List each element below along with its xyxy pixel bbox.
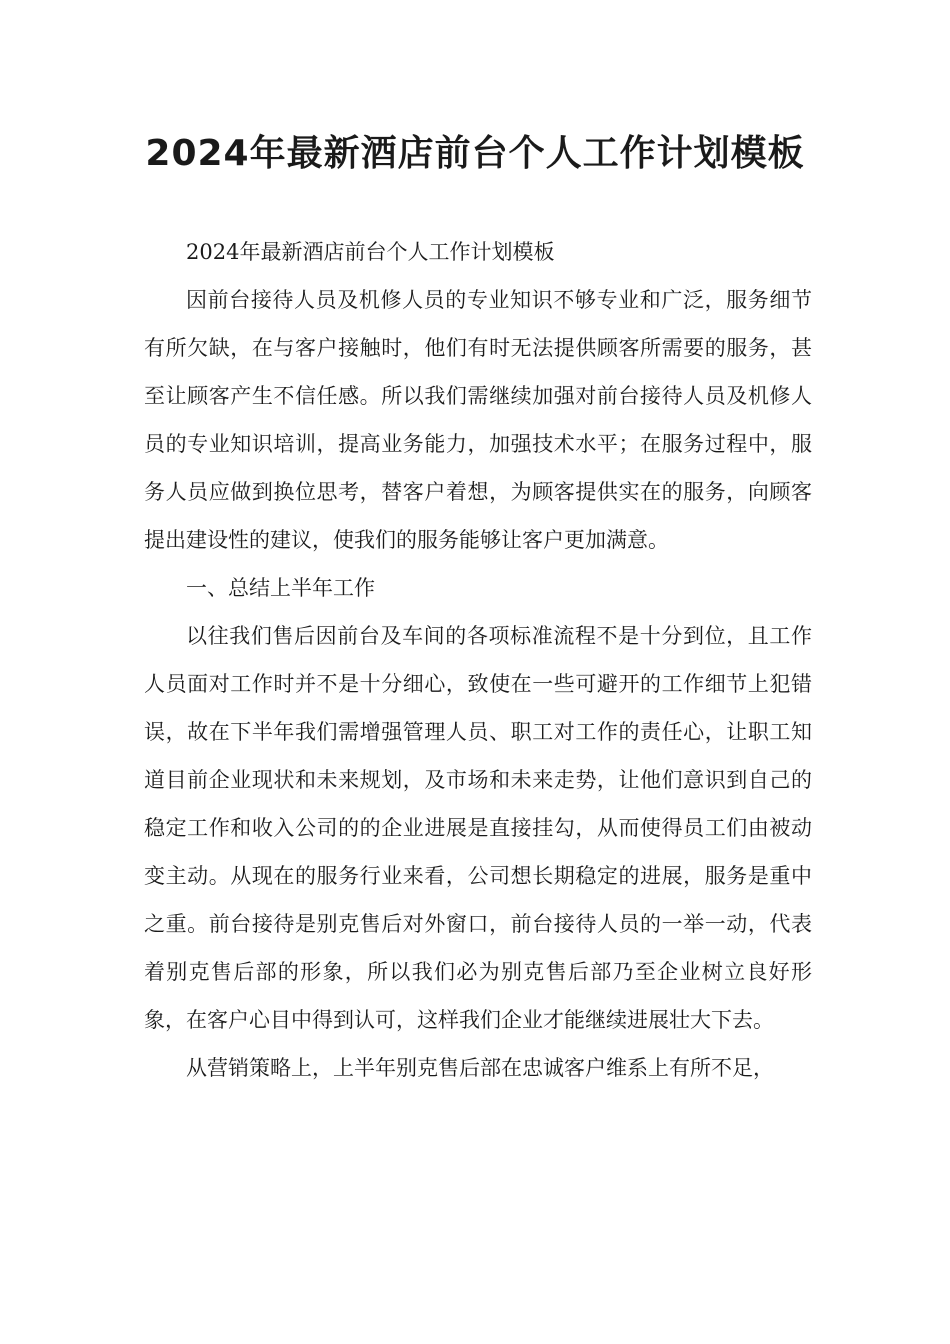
section-heading: 一、总结上半年工作 xyxy=(186,576,375,600)
document-title: 2024年最新酒店前台个人工作计划模板 xyxy=(145,133,805,174)
paragraph-summary: 以往我们售后因前台及车间的各项标准流程不是十分到位，且工作人员面对工作时并不是十分细心，致使在一些可避开的工作细节上犯错误，故在下半年我们需增强管理人员、职工对工作的责任心，让职工知道目前企业现状和未来规划，及市场和未来走势，让他们意识到自己的稳定工作和收入公司的的企业进展是直接挂勾，从而使得员工们由被动变主动。从现在的服务行业来看，公司想长期稳定的进展，服务是重中之重。前台接待是别克售后对外窗口，前台接待人员的一举一动，代表着别克售后部的形象，所以我们必为别克售后部乃至企业树立良好形象，在客户心目中得到认可，这样我们企业才能继续进展壮大下去。 xyxy=(144,624,812,1032)
paragraph-intro: 因前台接待人员及机修人员的专业知识不够专业和广泛，服务细节有所欠缺，在与客户接触时，他们有时无法提供顾客所需要的服务，甚至让顾客产生不信任感。所以我们需继续加强对前台接待人员及机修人员的专业知识培训，提高业务能力，加强技术水平；在服务过程中，服务人员应做到换位思考，替客户着想，为顾客提供实在的服务，向顾客提出建设性的建议，使我们的服务能够让客户更加满意。 xyxy=(144,288,812,552)
paragraph-subtitle: 2024年最新酒店前台个人工作计划模板 xyxy=(186,240,555,264)
document-body xyxy=(144,228,812,1092)
paragraph-marketing: 从营销策略上，上半年别克售后部在忠诚客户维系上有所不足， xyxy=(186,1056,774,1080)
